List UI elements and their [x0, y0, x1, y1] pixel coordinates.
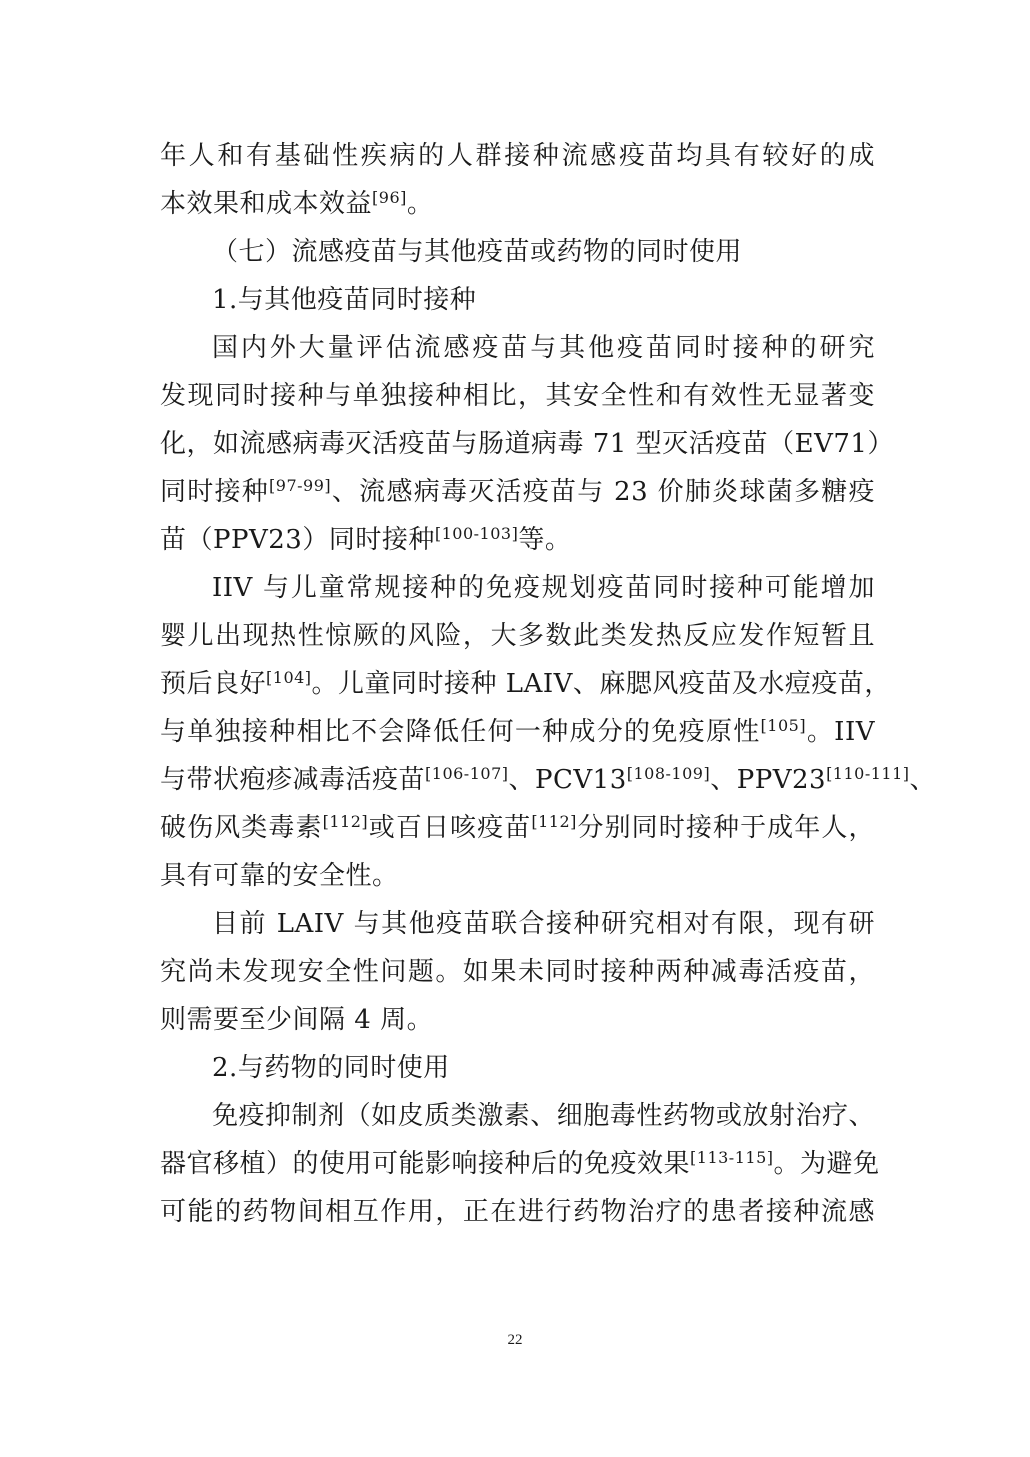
- body-line: 可能的药物间相互作用，正在进行药物治疗的患者接种流感: [160, 1197, 875, 1227]
- body-line: 具有可靠的安全性。: [160, 861, 399, 891]
- citation: [100-103]: [434, 524, 519, 543]
- body-line: 与单独接种相比不会降低任何一种成分的免疫原性[105]。IIV: [160, 716, 875, 747]
- body-line: 破伤风类毒素[112]或百日咳疫苗[112]分别同时接种于成年人，: [160, 812, 875, 843]
- citation: [112]: [531, 812, 577, 831]
- body-line: 免疫抑制剂（如皮质类激素、细胞毒性药物或放射治疗、: [212, 1101, 875, 1131]
- body-line: 苗（PPV23）同时接种[100-103]等。: [160, 524, 572, 555]
- body-line: 婴儿出现热性惊厥的风险，大多数此类发热反应发作短暂且: [160, 621, 875, 651]
- citation: [113-115]: [690, 1148, 774, 1167]
- body-line: 预后良好[104]。儿童同时接种 LAIV、麻腮风疫苗及水痘疫苗，: [160, 668, 891, 699]
- body-line: 与带状疱疹减毒活疫苗[106-107]、PCV13[108-109]、PPV23[110-111]、: [160, 764, 937, 795]
- body-line: 化，如流感病毒灭活疫苗与肠道病毒 71 型灭活疫苗（EV71）: [160, 429, 894, 459]
- body-line: 目前 LAIV 与其他疫苗联合接种研究相对有限，现有研: [212, 909, 875, 939]
- citation: [104]: [266, 668, 312, 687]
- body-line: 国内外大量评估流感疫苗与其他疫苗同时接种的研究: [212, 333, 875, 363]
- body-line: 则需要至少间隔 4 周。: [160, 1005, 434, 1035]
- body-line: 本效果和成本效益[96]。: [160, 188, 434, 219]
- body-line: IIV 与儿童常规接种的免疫规划疫苗同时接种可能增加: [212, 573, 875, 603]
- section-heading: （七）流感疫苗与其他疫苗或药物的同时使用: [212, 237, 743, 267]
- body-line: 年人和有基础性疾病的人群接种流感疫苗均具有较好的成: [160, 141, 875, 171]
- citation: [105]: [760, 716, 807, 735]
- body-line: 同时接种[97-99]、流感病毒灭活疫苗与 23 价肺炎球菌多糖疫: [160, 476, 875, 507]
- page-number: 22: [507, 1332, 523, 1348]
- subsection-heading: 2.与药物的同时使用: [212, 1053, 450, 1083]
- citation: [106-107]: [425, 764, 509, 783]
- subsection-heading: 1.与其他疫苗同时接种: [212, 285, 477, 315]
- citation: [96]: [372, 188, 407, 207]
- citation: [110-111]: [826, 764, 910, 783]
- body-line: 发现同时接种与单独接种相比，其安全性和有效性无显著变: [160, 381, 875, 411]
- citation: [112]: [322, 812, 369, 831]
- citation: [108-109]: [626, 764, 711, 783]
- body-line: 器官移植）的使用可能影响接种后的免疫效果[113-115]。为避免: [160, 1148, 880, 1179]
- body-line: 究尚未发现安全性问题。如果未同时接种两种减毒活疫苗，: [160, 957, 875, 987]
- citation: [97-99]: [269, 476, 332, 495]
